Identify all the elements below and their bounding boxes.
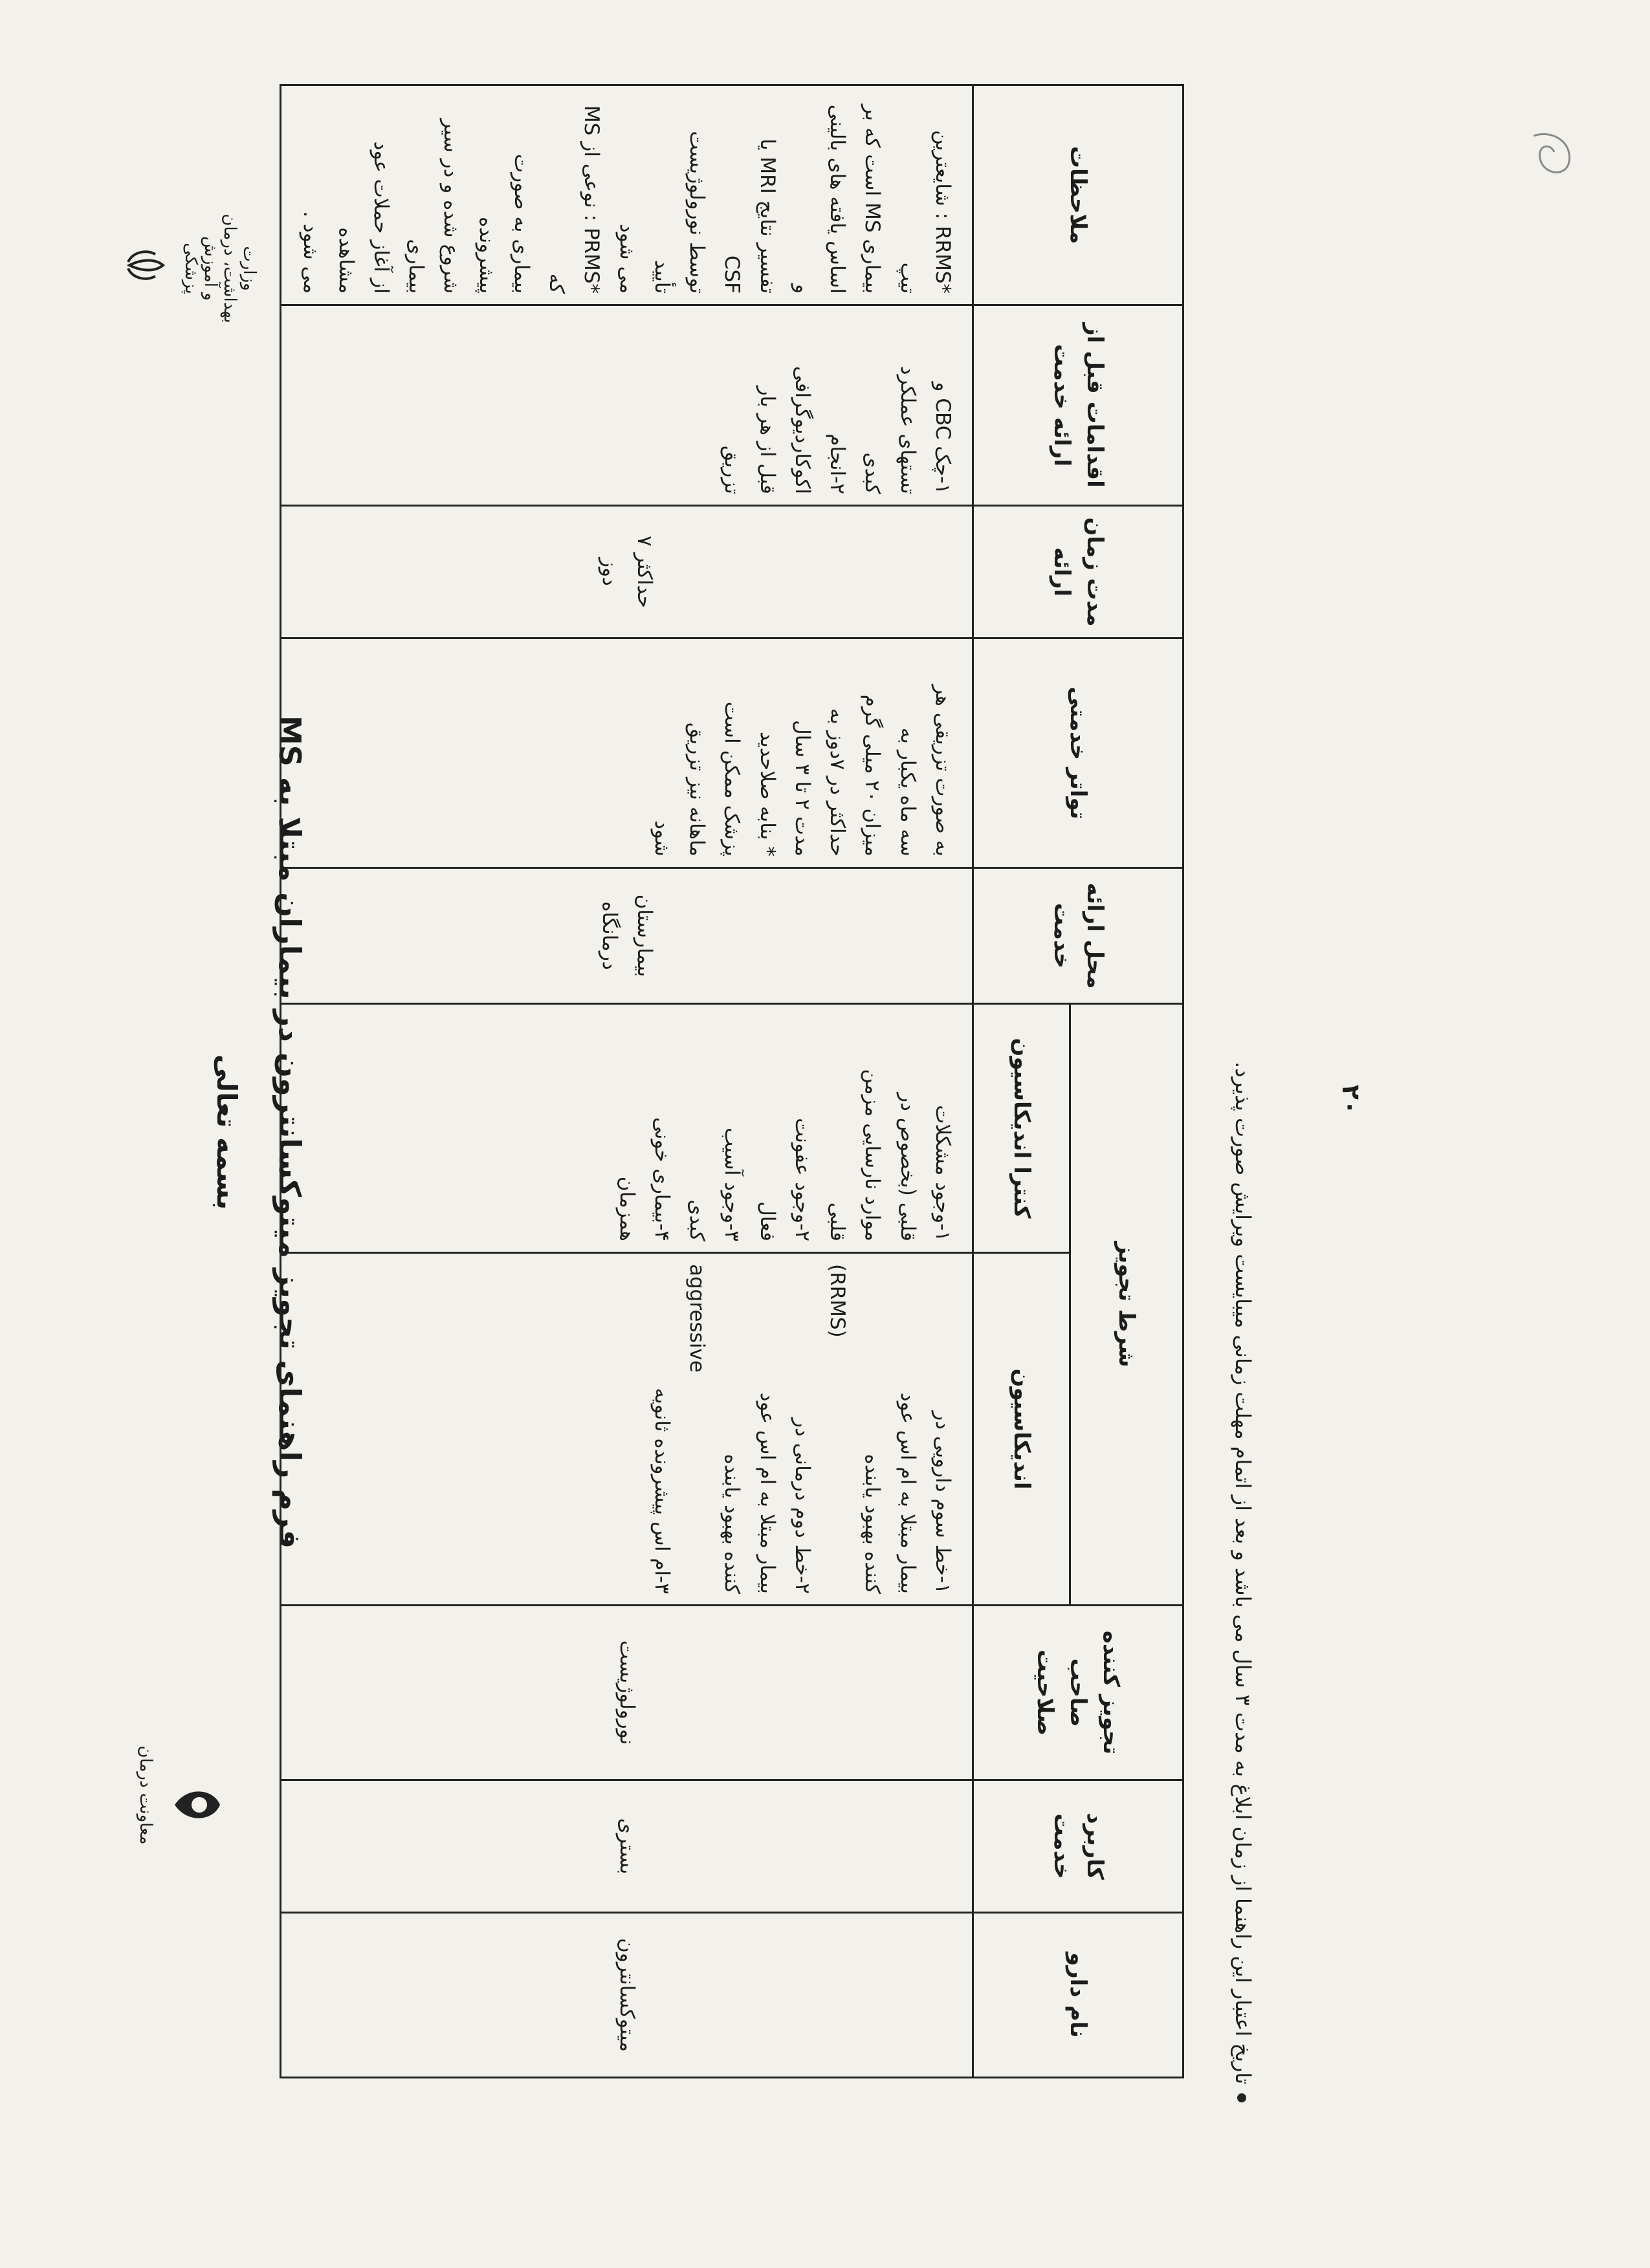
frequency-line: حداکثر در ۷دوز به (826, 708, 850, 856)
pre-service-line: قبل از هر بار (755, 386, 779, 494)
notes-line: بیماری به صورت پیشرونده (474, 153, 533, 294)
contraindication-line: قلبی (بخصوص در (896, 1093, 919, 1241)
frequency-line: شود (650, 820, 674, 856)
deputy-logo-text: معاونت درمان (136, 1745, 155, 1845)
header-contraindication: کنترا اندیکاسیون (973, 1004, 1070, 1253)
indication-line: ۱-خط سوم دارویی در (931, 1411, 954, 1594)
notes-line: اساس یافته های بالینی و (791, 104, 850, 294)
contraindication-line: همزمان (615, 1176, 639, 1241)
notes-line: می شود (615, 223, 639, 294)
frequency-line: مدت ۲ تا ۳ سال (791, 720, 814, 856)
contraindication-line: کبدی (685, 1199, 709, 1241)
pre-service-line: تزریق (720, 445, 744, 494)
indication-line: کننده بهبود یابنده (720, 1454, 744, 1594)
pre-service-line: ۲-انجام (826, 433, 850, 494)
cell-service-location (281, 868, 973, 1004)
cell-contraindication (281, 1004, 973, 1253)
frequency-line: میزان ۲۰ میلی گرم (861, 694, 885, 856)
cell-service-use: بستری (281, 1780, 973, 1913)
header-notes: ملاحظات (973, 85, 1183, 305)
pre-service-line: تستهای عملکرد (896, 365, 919, 494)
header-duration: مدت زمان ارائه (973, 506, 1183, 638)
indication-line: بیمار مبتلا به ام اس عود (755, 1392, 779, 1594)
ministry-logo-text: وزارت بهداشت، درمان و آموزش پزشکی (181, 213, 259, 323)
duration-line: دوز (597, 558, 621, 586)
indication-line: کننده بهبود یابنده (861, 1454, 885, 1594)
frequency-line: ماهانه نیز تزریق (685, 722, 709, 856)
validity-footnote (1231, 841, 1255, 2102)
header-prescription-conditions: شرط تجویز (1070, 1004, 1183, 1606)
indication-line: بیمار مبتلا به ام اس عود (896, 1392, 919, 1594)
header-service-use: کاربرد خدمت (973, 1780, 1183, 1913)
indication-line: ۲-خط دوم درمانی در (791, 1417, 814, 1594)
frequency-line: به صورت تزریقی هر (931, 684, 954, 856)
header-qualified-prescriber: تجویز کننده صاحب صلاحیت (973, 1606, 1183, 1780)
page-number: ۲۰ (1337, 1084, 1365, 1115)
bullet-icon (1237, 2093, 1246, 2102)
notes-line: *PRMS : نوعی از MS که (545, 105, 604, 294)
notes-line: بیماری MS است که بر (861, 104, 885, 294)
cell-qualified-prescriber: نورولوژیست (281, 1606, 973, 1780)
header-drug-name: نام دارو (973, 1913, 1183, 2078)
contraindication-line: ۴-بیماری خونی (650, 1117, 674, 1241)
cell-duration (281, 506, 973, 638)
cell-notes (281, 85, 973, 305)
notes-line: می شود . (299, 211, 323, 294)
contraindication-line: قلبی (826, 1202, 850, 1241)
frequency-line: سه ماه یکبار به (896, 727, 919, 856)
pre-service-line: کبدی (861, 452, 885, 494)
header-pre-service-actions: اقدامات قبل از ارائه خدمت (973, 305, 1183, 506)
contraindication-line: موارد نارسایی مزمن (861, 1069, 885, 1241)
service-location-line: بیمارستان (632, 894, 656, 977)
indication-line: ۳-ام اس پیشرونده ثانویه (650, 1388, 674, 1594)
contraindication-line: ۲-وجود عفونت (791, 1118, 814, 1241)
duration-line: حداکثر ۷ (632, 536, 656, 608)
indication-line: (RRMS) (826, 1264, 850, 1338)
table-row (281, 85, 973, 2078)
notes-line: *RRMS : شایعترین تیپ (896, 130, 954, 294)
notes-line: تفسیر نتایج MRI یا CSF (720, 138, 779, 294)
footnote-text: تاریخ اعتبار این راهنما از زمان ابلاغ به مدت ۳ سال می باشد و بعد از اتمام مهلت زمانی میبایست ویرایش صورت پذیرد. (1231, 1062, 1255, 2084)
frequency-line: * بنابه صلاحدید (755, 731, 779, 856)
service-location-line: درمانگاه (597, 901, 621, 970)
notes-line: شروع شده و در سیر بیماری (404, 118, 463, 294)
cell-frequency (281, 638, 973, 868)
notes-line: از آغاز حملات عود مشاهده (334, 141, 393, 294)
pre-service-line: اکوکاردیوگرافی (791, 365, 814, 494)
handwritten-mark-icon (1514, 116, 1592, 194)
header-indication: اندیکاسیون (973, 1253, 1070, 1606)
indication-line: aggressive (685, 1264, 709, 1373)
notes-line: توسط نورولوژیست تأیید (650, 131, 709, 294)
deputy-emblem-icon (168, 1776, 226, 1834)
pre-service-line: ۱-چک CBC و (931, 382, 954, 494)
contraindication-line: ۱-وجود مشکلات (931, 1105, 954, 1241)
header-service-location: محل ارائه خدمت (973, 868, 1183, 1004)
cell-drug-name: میتوکسانترون (281, 1913, 973, 2078)
iran-emblem-icon (123, 243, 168, 288)
form-title: فرم راهنمای تجویز میتوکسانترون در بیماران مبتلا به MS (272, 715, 307, 1549)
cell-indication (281, 1253, 973, 1606)
contraindication-line: فعال (755, 1201, 779, 1241)
contraindication-line: ۳-وجود آسیب (720, 1127, 744, 1241)
cell-pre-service-actions (281, 305, 973, 506)
prescription-guide-table (280, 84, 1184, 2078)
bismillah-heading: بسمه تعالی (211, 1054, 243, 1210)
header-frequency: تواتر خدمتی (973, 638, 1183, 868)
frequency-line: پزشک ممکن است (720, 701, 744, 856)
